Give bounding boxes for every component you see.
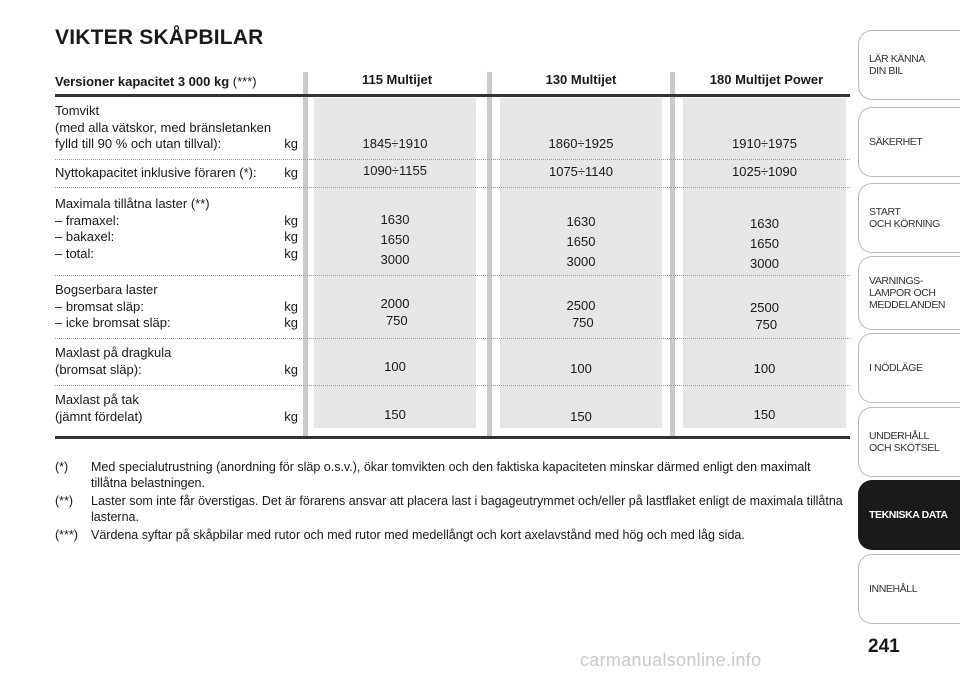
tab-underhall-och-skotsel[interactable] xyxy=(858,407,960,477)
footnote-text: Med specialutrustning (anordning för släp o.s.v.), ökar tomvikten och den faktiska kapaciteten minskar därmed enligt den maximalt tillåtna belastningen. xyxy=(91,460,811,490)
column-header-115: 115 Multijet xyxy=(361,72,433,87)
row-label-bogserbara-laster: Bogserbara laster – bromsat släp: – icke bromsat släp: xyxy=(55,282,171,330)
footnote xyxy=(55,493,845,525)
versions-header-bold: Versioner kapacitet 3 000 kg xyxy=(55,74,230,89)
table-bottom-rule xyxy=(55,436,850,439)
cell-value: 2500 750 xyxy=(750,300,779,332)
footnote-mark: (*) xyxy=(55,460,69,474)
row-divider xyxy=(55,338,850,339)
row-label-tak: Maxlast på tak (jämnt fördelat) xyxy=(55,392,143,424)
tab-label: START OCH KÖRNING xyxy=(869,206,940,230)
cell-value: 150 xyxy=(570,409,592,424)
cell-value: 1630 1650 3000 xyxy=(566,214,596,269)
tab-i-nodlage[interactable] xyxy=(858,333,960,403)
cell-value: 1630 1650 3000 xyxy=(750,216,779,271)
table-top-rule xyxy=(55,94,850,97)
tab-innehall[interactable] xyxy=(858,554,960,624)
cell-value: 1090÷1155 xyxy=(362,163,427,178)
footnote xyxy=(55,459,845,491)
row-divider xyxy=(55,385,850,386)
tab-label: VARNINGS- LAMPOR OCH MEDDELANDEN xyxy=(869,275,946,311)
watermark: carmanualsonline.info xyxy=(580,650,762,670)
tab-tekniska-data[interactable] xyxy=(858,480,960,550)
tab-label: UNDERHÅLL OCH SKÖTSEL xyxy=(869,430,940,454)
column-separator xyxy=(670,72,675,436)
cell-value: 1630 1650 3000 xyxy=(380,212,410,267)
footnote-mark: (**) xyxy=(55,494,74,508)
cell-value: 100 xyxy=(753,361,776,376)
cell-value: 100 xyxy=(384,359,406,374)
row-unit: kg xyxy=(284,408,298,424)
page-title: VIKTER SKÅPBILAR xyxy=(55,26,264,49)
tab-sakerhet[interactable] xyxy=(858,107,960,177)
cell-value: 1845÷1910 xyxy=(362,136,428,151)
tab-lar-kanna-din-bil[interactable] xyxy=(858,30,960,100)
footnotes xyxy=(55,459,845,545)
row-label-tomvikt: Tomvikt (med alla vätskor, med bränsletanken fylld till 90 % och utan tillval): xyxy=(55,103,272,151)
cell-value: 1025÷1090 xyxy=(732,164,797,179)
row-divider xyxy=(55,187,850,188)
column-header-180: 180 Multijet Power xyxy=(709,72,824,87)
cell-value: 1910÷1975 xyxy=(732,136,797,151)
versions-header xyxy=(55,74,257,89)
row-label-dragkula: Maxlast på dragkula (bromsat släp): xyxy=(55,345,172,377)
footnote-text: Värdena syftar på skåpbilar med rutor och med rutor med medellångt och kort axelavstånd med hög och med låg sida. xyxy=(91,528,745,542)
versions-header-note: (***) xyxy=(229,74,257,89)
tab-label: SÄKERHET xyxy=(869,136,923,148)
cell-value: 100 xyxy=(570,361,592,376)
column-separator xyxy=(487,72,492,436)
column-separator xyxy=(303,72,308,436)
row-divider xyxy=(55,275,850,276)
tab-label: I NÖDLÄGE xyxy=(869,362,923,374)
page-number: 241 xyxy=(868,636,900,657)
row-unit: kg xyxy=(284,165,298,180)
tab-label: TEKNISKA DATA xyxy=(869,509,948,521)
cell-value: 150 xyxy=(753,407,776,422)
tab-label: LÄR KÄNNA DIN BIL xyxy=(869,53,925,77)
cell-value: 2000 750 xyxy=(380,296,410,328)
row-unit: kg kg xyxy=(284,298,298,330)
row-unit: kg xyxy=(284,136,298,151)
tab-label: INNEHÅLL xyxy=(869,583,918,595)
row-label-nyttokapacitet: Nyttokapacitet inklusive föraren (*): xyxy=(55,165,257,180)
tab-varningslampor[interactable] xyxy=(858,256,960,330)
cell-value: 1860÷1925 xyxy=(548,136,614,151)
row-label-maximala-laster: Maximala tillåtna laster (**) – framaxel: – bakaxel: – total: xyxy=(55,196,210,261)
tab-start-och-korning[interactable] xyxy=(858,183,960,253)
cell-value: 2500 750 xyxy=(566,298,596,330)
cell-value: 150 xyxy=(384,407,406,422)
row-unit: kg xyxy=(284,361,298,377)
footnote xyxy=(55,527,845,543)
cell-value: 1075÷1140 xyxy=(548,164,613,179)
footnote-mark: (***) xyxy=(55,528,78,542)
column-header-130: 130 Multijet xyxy=(545,72,617,87)
footnote-text: Laster som inte får överstigas. Det är förarens ansvar att placera last i bagageutrymmet och/eller på lastflaket enligt de maximala tillåtna lasterna. xyxy=(91,494,843,524)
row-unit: kg kg kg xyxy=(284,212,298,261)
